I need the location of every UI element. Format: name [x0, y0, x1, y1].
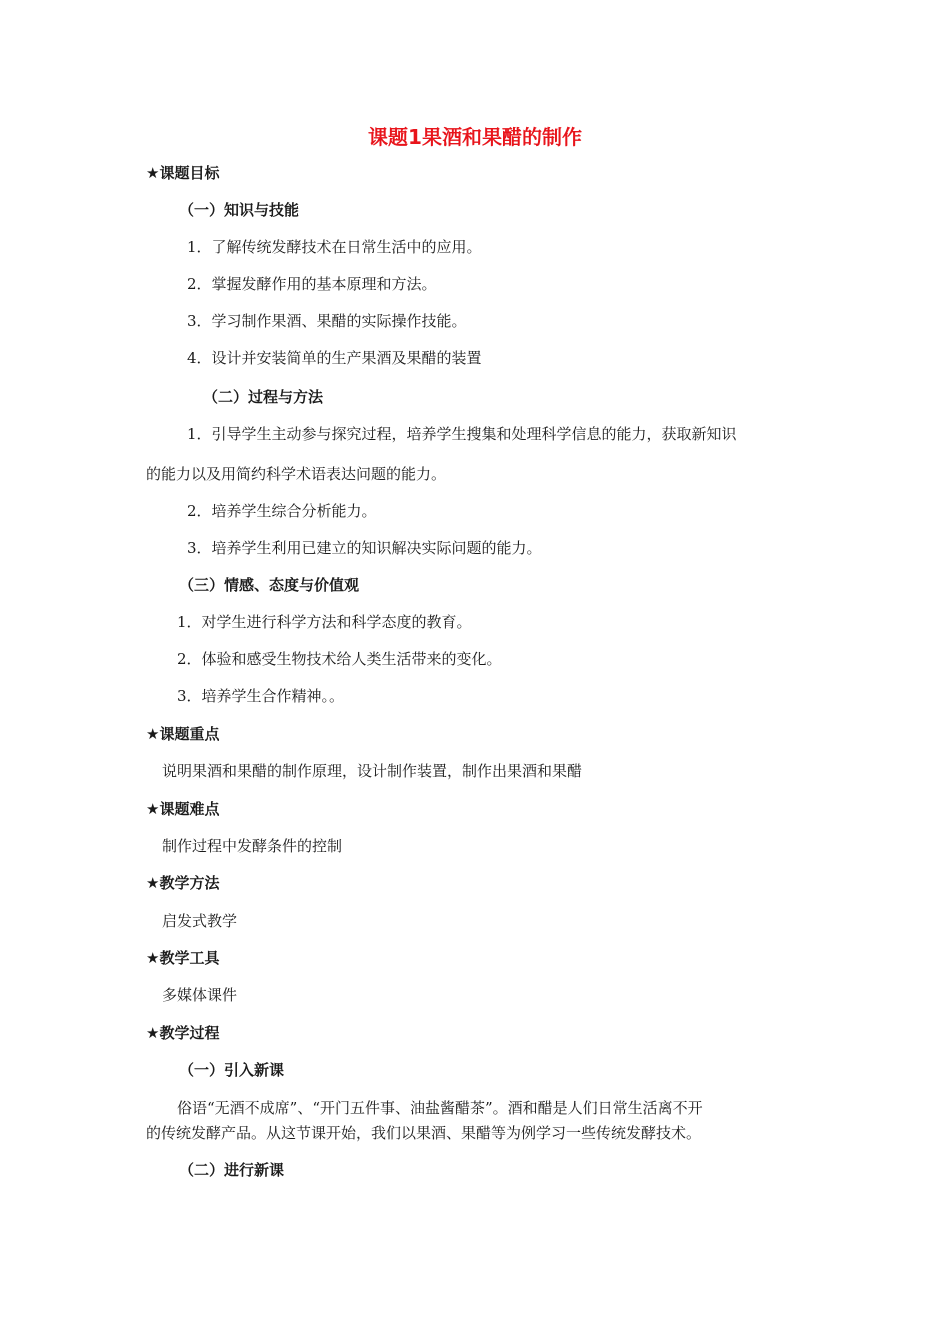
subheading-knowledge-skills: （一）知识与技能	[179, 201, 300, 219]
list-item: 3．培养学生合作精神。。	[177, 687, 345, 705]
list-item: 2．体验和感受生物技术给人类生活带来的变化。	[177, 650, 502, 668]
list-item: 3．学习制作果酒、果醋的实际操作技能。	[187, 312, 467, 330]
list-item: 2．培养学生综合分析能力。	[187, 502, 377, 520]
list-item: 4．设计并安装简单的生产果酒及果醋的装置	[187, 349, 482, 367]
list-item: 1．了解传统发酵技术在日常生活中的应用。	[187, 238, 482, 256]
list-item: 2．掌握发酵作用的基本原理和方法。	[187, 275, 437, 293]
section-text-method: 启发式教学	[162, 912, 238, 930]
subheading-attitude-values: （三）情感、态度与价值观	[179, 576, 360, 594]
paragraph-line: 1．引导学生主动参与探究过程，培养学生搜集和处理科学信息的能力，获取新知识	[187, 425, 737, 443]
paragraph-line: 的能力以及用简约科学术语表达问题的能力。	[146, 465, 447, 483]
section-heading-method: ★教学方法	[146, 874, 220, 892]
section-heading-tools: ★教学工具	[146, 949, 220, 967]
subheading-new-lesson: （二）进行新课	[179, 1161, 285, 1179]
section-text-focus: 说明果酒和果醋的制作原理，设计制作装置，制作出果酒和果醋	[162, 762, 583, 780]
list-item: 3．培养学生利用已建立的知识解决实际问题的能力。	[187, 539, 542, 557]
section-text-difficulty: 制作过程中发酵条件的控制	[162, 837, 343, 855]
paragraph-line: 的传统发酵产品。从这节课开始，我们以果酒、果醋等为例学习一些传统发酵技术。	[146, 1124, 702, 1142]
section-text-tools: 多媒体课件	[162, 986, 238, 1004]
document-title: 课题1果酒和果醋的制作	[368, 125, 582, 149]
section-heading-focus: ★课题重点	[146, 725, 220, 743]
section-heading-objectives: ★课题目标	[146, 164, 220, 182]
section-heading-difficulty: ★课题难点	[146, 800, 220, 818]
paragraph-line: 俗语“无酒不成席”、“开门五件事、油盐酱醋茶”。酒和醋是人们日常生活离不开	[177, 1099, 703, 1117]
list-item: 1．对学生进行科学方法和科学态度的教育。	[177, 613, 472, 631]
subheading-process-methods: （二）过程与方法	[203, 388, 324, 406]
subheading-introduction: （一）引入新课	[179, 1061, 285, 1079]
section-heading-procedure: ★教学过程	[146, 1024, 220, 1042]
